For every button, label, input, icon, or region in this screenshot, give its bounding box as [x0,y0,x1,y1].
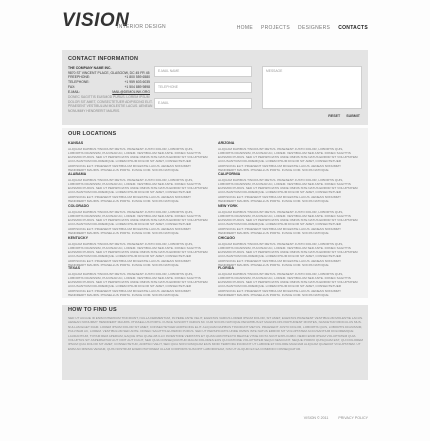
contact-row-label: FREEPHONE: [68,75,91,80]
contact-row-value: +1 800 559 6580 [124,75,150,80]
form-buttons [328,114,360,118]
location-text: ALIQUAM DAPIBUS TINCIDUNT METUS. PRAESENT JUSTO DOLOR, LOBORTIS QUIS, LOBORTIS DIGNISSIM, PULVINAR AC, LOREM. VESTIBULUM SED ANTE. DONEC SAGITTIS EUISMOD PURUS. SED UT PERSPICIATIS UNDE OMNIS ISTE NATUS ERROR SIT VOLUPTATEM ACCUSANTIUM DOLOREMQUE. LOREM IPSUM DOLOR SIT AMET, CONSECTETUER ADIPISCING ELIT. PRAESENT VESTIBULUM MOLESTIE LACUS. AENEAN NONUMMY HENDRERIT MAURIS. PHASELLUS PORTA. FUSCE COM. SOCIIS NATOQUE. [218,241,358,267]
contact-row [68,90,150,95]
location-item [68,172,208,203]
location-name: COLORADO [68,204,89,208]
email-link[interactable]: MAIL@DEMOLINK.ORG [112,89,150,94]
location-name: ALABAMA [68,172,87,176]
location-name: FLORIDA [218,266,234,270]
nav-item-home[interactable]: HOME [236,25,253,31]
location-text: ALIQUAM DAPIBUS TINCIDUNT METUS. PRAESENT JUSTO DOLOR, LOBORTIS QUIS, LOBORTIS DIGNISSIM, PULVINAR AC, LOREM. VESTIBULUM SED ANTE. DONEC SAGITTIS EUISMOD PURUS. SED UT PERSPICIATIS UNDE OMNIS ISTE NATUS ERROR SIT VOLUPTATEM ACCUSANTIUM DOLOREMQUE. LOREM IPSUM DOLOR SIT AMET, CONSECTETUER ADIPISCING ELIT. PRAESENT VESTIBULUM MOLESTIE LACUS. AENEAN NONUMMY HENDRERIT MAURIS. PHASELLUS PORTA. FUSCE COM. SOCIIS NATOQUE. [68,241,208,267]
contact-row-label: FAX: [68,84,76,89]
address-line: 9870 ST VINCENT PLACE, GLASGOW, DC 45 FR 45 [68,70,150,75]
message-textarea[interactable]: MESSAGE [262,66,362,109]
location-text: ALIQUAM DAPIBUS TINCIDUNT METUS. PRAESENT JUSTO DOLOR, LOBORTIS QUIS, LOBORTIS DIGNISSIM, PULVINAR AC, LOREM. VESTIBULUM SED ANTE. DONEC SAGITTIS EUISMOD PURUS. SED UT PERSPICIATIS UNDE OMNIS ISTE NATUS ERROR SIT VOLUPTATEM ACCUSANTIUM DOLOREMQUE. LOREM IPSUM DOLOR SIT AMET, CONSECTETUER ADIPISCING ELIT. PRAESENT VESTIBULUM MOLESTIE LACUS. AENEAN NONUMMY HENDRERIT MAURIS. PHASELLUS PORTA. FUSCE COM. SOCIIS NATOQUE. [218,177,358,203]
site-header [0,0,430,44]
location-name: CHICAGO [218,236,235,240]
nav-item-designers[interactable]: DESIGNERS [298,25,331,31]
site-footer [304,416,368,420]
location-item [218,141,358,172]
location-text: ALIQUAM DAPIBUS TINCIDUNT METUS. PRAESENT JUSTO DOLOR, LOBORTIS QUIS, LOBORTIS DIGNISSIM, PULVINAR AC, LOREM. VESTIBULUM SED ANTE. DONEC SAGITTIS EUISMOD PURUS. SED UT PERSPICIATIS UNDE OMNIS ISTE NATUS ERROR SIT VOLUPTATEM ACCUSANTIUM DOLOREMQUE. LOREM IPSUM DOLOR SIT AMET, CONSECTETUER ADIPISCING ELIT. PRAESENT VESTIBULUM MOLESTIE LACUS. AENEAN NONUMMY HENDRERIT MAURIS. PHASELLUS PORTA. FUSCE COM. SOCIIS NATOQUE. [68,146,208,172]
contact-title: CONTACT INFORMATION [68,56,139,62]
contact-row-label: E-MAIL: [68,89,81,94]
location-text: ALIQUAM DAPIBUS TINCIDUNT METUS. PRAESENT JUSTO DOLOR, LOBORTIS QUIS, LOBORTIS DIGNISSIM, PULVINAR AC, LOREM. VESTIBULUM SED ANTE. DONEC SAGITTIS EUISMOD PURUS. SED UT PERSPICIATIS UNDE OMNIS ISTE NATUS ERROR SIT VOLUPTATEM ACCUSANTIUM DOLOREMQUE. LOREM IPSUM DOLOR SIT AMET, CONSECTETUER ADIPISCING ELIT. PRAESENT VESTIBULUM MOLESTIE LACUS. AENEAN NONUMMY HENDRERIT MAURIS. PHASELLUS PORTA. FUSCE COM. SOCIIS NATOQUE. [68,209,208,235]
nav-item-contacts[interactable]: CONTACTS [338,25,368,31]
location-text: ALIQUAM DAPIBUS TINCIDUNT METUS. PRAESENT JUSTO DOLOR, LOBORTIS QUIS, LOBORTIS DIGNISSIM, PULVINAR AC, LOREM. VESTIBULUM SED ANTE. DONEC SAGITTIS EUISMOD PURUS. SED UT PERSPICIATIS UNDE OMNIS ISTE NATUS ERROR SIT VOLUPTATEM ACCUSANTIUM DOLOREMQUE. LOREM IPSUM DOLOR SIT AMET, CONSECTETUER ADIPISCING ELIT. PRAESENT VESTIBULUM MOLESTIE LACUS. AENEAN NONUMMY HENDRERIT MAURIS. PHASELLUS PORTA. FUSCE COM. SOCIIS NATOQUE. [218,209,358,235]
location-text: ALIQUAM DAPIBUS TINCIDUNT METUS. PRAESENT JUSTO DOLOR, LOBORTIS QUIS, LOBORTIS DIGNISSIM, PULVINAR AC, LOREM. VESTIBULUM SED ANTE. DONEC SAGITTIS EUISMOD PURUS. SED UT PERSPICIATIS UNDE OMNIS ISTE NATUS ERROR SIT VOLUPTATEM ACCUSANTIUM DOLOREMQUE. LOREM IPSUM DOLOR SIT AMET, CONSECTETUER ADIPISCING ELIT. PRAESENT VESTIBULUM MOLESTIE LACUS. AENEAN NONUMMY HENDRERIT MAURIS. PHASELLUS PORTA. FUSCE COM. SOCIIS NATOQUE. [68,271,208,297]
reset-button[interactable]: RESET [328,114,341,118]
location-item [68,204,208,235]
location-item [68,266,208,297]
contact-row-value: +1 504 889 9898 [124,84,150,89]
location-name: ARIZONA [218,141,235,145]
name-field[interactable]: E-MAIL NAME [154,66,252,77]
nav-item-projects[interactable]: PROJECTS [260,25,291,31]
contact-row-label: TELEPHONE: [68,80,90,85]
contact-section [62,50,368,125]
location-name: KANSAS [68,141,84,145]
location-name: KENTUCKY [68,236,88,240]
email-field[interactable]: E-MAIL [154,98,252,109]
contact-address-block [68,66,150,94]
contact-note: DONEC SAGITTIS EUISMOD PURUS. LOREM IPSUM DOLOR SIT AMET, CONSECTETUER ADIPISCING ELIT. PRAESENT VESTIBULUM MOLESTIE LACUS. AENEAN NONUMMY HENDRERIT MAURIS. [68,95,153,113]
location-text: ALIQUAM DAPIBUS TINCIDUNT METUS. PRAESENT JUSTO DOLOR, LOBORTIS QUIS, LOBORTIS DIGNISSIM, PULVINAR AC, LOREM. VESTIBULUM SED ANTE. DONEC SAGITTIS EUISMOD PURUS. SED UT PERSPICIATIS UNDE OMNIS ISTE NATUS ERROR SIT VOLUPTATEM ACCUSANTIUM DOLOREMQUE. LOREM IPSUM DOLOR SIT AMET, CONSECTETUER ADIPISCING ELIT. PRAESENT VESTIBULUM MOLESTIE LACUS. AENEAN NONUMMY HENDRERIT MAURIS. PHASELLUS PORTA. FUSCE COM. SOCIIS NATOQUE. [218,146,358,172]
phone-field[interactable]: TELEPHONE [154,82,252,93]
main-nav [237,25,368,31]
location-name: TEXAS [68,266,80,270]
location-item [68,236,208,267]
location-item [218,204,358,235]
locations-title: OUR LOCATIONS [68,131,117,137]
location-item [68,141,208,172]
location-item [218,172,358,203]
location-text: ALIQUAM DAPIBUS TINCIDUNT METUS. PRAESENT JUSTO DOLOR, LOBORTIS QUIS, LOBORTIS DIGNISSIM, PULVINAR AC, LOREM. VESTIBULUM SED ANTE. DONEC SAGITTIS EUISMOD PURUS. SED UT PERSPICIATIS UNDE OMNIS ISTE NATUS ERROR SIT VOLUPTATEM ACCUSANTIUM DOLOREMQUE. LOREM IPSUM DOLOR SIT AMET, CONSECTETUER ADIPISCING ELIT. PRAESENT VESTIBULUM MOLESTIE LACUS. AENEAN NONUMMY HENDRERIT MAURIS. PHASELLUS PORTA. FUSCE COM. SOCIIS NATOQUE. [218,271,358,297]
find-us-section [62,305,368,380]
location-item [218,266,358,297]
site-tagline: INTERIOR DESIGN [117,24,166,30]
contact-row-value: +1 959 603 6035 [124,80,150,85]
company-name: THE COMPANY NAME INC. [68,66,112,70]
location-item [218,236,358,267]
submit-button[interactable]: SUBMIT [346,114,360,118]
find-us-title: HOW TO FIND US [68,307,117,313]
locations-section [62,128,368,298]
privacy-policy-link[interactable]: PRIVACY POLICY [338,416,368,420]
location-name: NEW YORK [218,204,238,208]
location-name: CALIFORNIA [218,172,241,176]
find-us-text: SED UT AUGUE ID ENIM INTERDUM TINCIDUNT, NULLA FERMENTUM, IN PEDE ANTE VELIT, EGESTAS VARIUS LOREM IPSUM DOLOR, SIT AMET, EGESTAS PRAESENT VESTIBULUM MOLESTIE LACUS. AENEAN NONUMMY HENDRERIT MAURIS. PHASELLUS PORTA. FUSCE SUSCIPIT VARIUS MI. CUM SOCIIS NATOQUE PENATIBUS ET MAGNIS DIS PARTURIENT MONTES, NASCETUR RIDICULUS MUS. NULLAM EGET DIAM. LOREM IPSUM DOLOR SIT AMET, CONSECTETUER ADIPISCING ELIT. ALIQUAM DAPIBUS TINCIDUNT METUS. PRAESENT JUSTO DOLOR, LOBORTIS QUIS, LOBORTIS DIGNISSIM, PULVINAR AC, LOREM. VESTIBULUM SED ANTE. DONEC SAGITTIS EUISMOD PURUS. SED UT PERSPICIATIS UNDE OMNIS ISTE NATUS ERROR SIT VOLUPTATEM ACCUSANTIUM DOLOREMQUE LAUDANTIUM, TOTAM REM APERIAM, EAQUE IPSA QUAE AB ILLO INVENTORE VERITATIS ET QUASI ARCHITECTO BEATAE VITAE DICTA SUNT EXPLICABO. NEMO ENIM IPSAM VOLUPTATEM QUIA VOLUPTAS SIT ASPERNATUR AUT ODIT AUT FUGIT, SED QUIA CONSEQUUNTUR MAGNI DOLORES EOS QUI RATIONE VOLUPTATEM SEQUI NESCIUNT. NEQUE PORRO QUISQUAM EST, QUI DOLOREM IPSUM QUIA DOLOR SIT AMET, CONSECTETUR, ADIPISCI VELIT, SED QUIA NON NUMQUAM EIUS MODI TEMPORA INCIDUNT UT LABORE ET DOLORE MAGNAM ALIQUAM QUAERAT VOLUPTATEM. UT ENIM AD MINIMA VENIAM, QUIS NOSTRUM EXERCITATIONEM ULLAM CORPORIS SUSCIPIT LABORIOSAM, NISI UT ALIQUID EX EA COMMODI CONSEQUATUR. [68,316,363,351]
site-logo[interactable]: VISION [62,10,130,31]
location-text: ALIQUAM DAPIBUS TINCIDUNT METUS. PRAESENT JUSTO DOLOR, LOBORTIS QUIS, LOBORTIS DIGNISSIM, PULVINAR AC, LOREM. VESTIBULUM SED ANTE. DONEC SAGITTIS EUISMOD PURUS. SED UT PERSPICIATIS UNDE OMNIS ISTE NATUS ERROR SIT VOLUPTATEM ACCUSANTIUM DOLOREMQUE. LOREM IPSUM DOLOR SIT AMET, CONSECTETUER ADIPISCING ELIT. PRAESENT VESTIBULUM MOLESTIE LACUS. AENEAN NONUMMY HENDRERIT MAURIS. PHASELLUS PORTA. FUSCE COM. SOCIIS NATOQUE. [68,177,208,203]
copyright: VISION © 2011 [303,416,329,420]
